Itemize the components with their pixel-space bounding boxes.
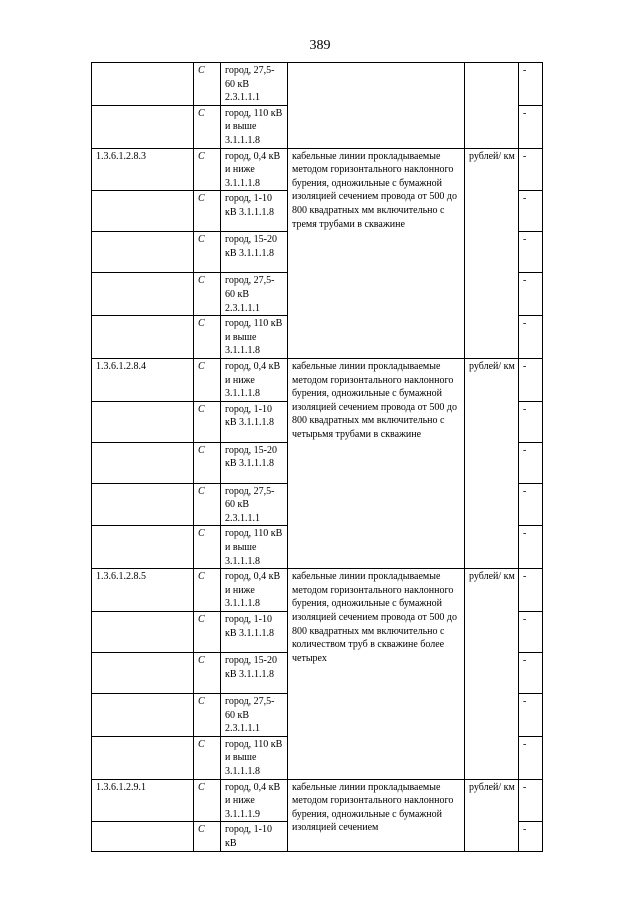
row-unit-cell <box>465 63 519 149</box>
row-unit-cell: рублей/ км <box>465 569 519 779</box>
row-zone-cell: город, 1-10 кВ 3.1.1.1.8 <box>221 612 288 653</box>
row-value-cell: - <box>519 273 543 316</box>
row-code-cell: 1.3.6.1.2.8.5 <box>92 569 194 612</box>
row-value-cell: - <box>519 105 543 148</box>
row-description-cell: кабельные линии прокладываемые методом горизонтального наклонного бурения, одножильные с бумажной изоляцией сечением провода от 500 до 800 квадратных мм включительно с количеством труб в скважине более четырех <box>288 569 465 779</box>
row-zone-cell: город, 110 кВ и выше 3.1.1.1.8 <box>221 736 288 779</box>
row-value-cell: - <box>519 694 543 737</box>
row-value-cell: - <box>519 653 543 694</box>
row-unit-cell: рублей/ км <box>465 358 519 568</box>
row-zone-cell: город, 1-10 кВ <box>221 822 288 851</box>
row-value-cell: - <box>519 316 543 359</box>
row-zone-cell: город, 0,4 кВ и ниже 3.1.1.1.8 <box>221 358 288 401</box>
row-category-cell: С <box>194 232 221 273</box>
row-zone-cell: город, 27,5-60 кВ 2.3.1.1.1 <box>221 63 288 106</box>
row-value-cell: - <box>519 63 543 106</box>
row-zone-cell: город, 27,5-60 кВ 2.3.1.1.1 <box>221 483 288 526</box>
tariff-table <box>91 62 543 852</box>
row-category-cell: С <box>194 316 221 359</box>
row-description-cell <box>288 63 465 149</box>
row-category-cell: С <box>194 526 221 569</box>
row-code-cell <box>92 105 194 148</box>
row-value-cell: - <box>519 612 543 653</box>
row-category-cell: С <box>194 358 221 401</box>
row-value-cell: - <box>519 736 543 779</box>
row-category-cell: С <box>194 191 221 232</box>
tariff-table-body <box>92 63 543 852</box>
row-code-cell <box>92 653 194 694</box>
row-zone-cell: город, 110 кВ и выше 3.1.1.1.8 <box>221 316 288 359</box>
row-code-cell <box>92 736 194 779</box>
row-zone-cell: город, 15-20 кВ 3.1.1.1.8 <box>221 653 288 694</box>
row-zone-cell: город, 1-10 кВ 3.1.1.1.8 <box>221 401 288 442</box>
row-zone-cell: город, 1-10 кВ 3.1.1.1.8 <box>221 191 288 232</box>
row-value-cell: - <box>519 232 543 273</box>
row-code-cell <box>92 694 194 737</box>
row-zone-cell: город, 27,5-60 кВ 2.3.1.1.1 <box>221 273 288 316</box>
row-category-cell: С <box>194 822 221 851</box>
row-code-cell: 1.3.6.1.2.8.3 <box>92 148 194 191</box>
row-value-cell: - <box>519 569 543 612</box>
row-value-cell: - <box>519 148 543 191</box>
row-category-cell: С <box>194 612 221 653</box>
row-description-cell: кабельные линии прокладываемые методом горизонтального наклонного бурения, одножильные с бумажной изоляцией сечением провода от 500 до 800 квадратных мм включительно с тремя трубами в скважине <box>288 148 465 358</box>
row-value-cell: - <box>519 191 543 232</box>
row-description-cell: кабельные линии прокладываемые методом горизонтального наклонного бурения, одножильные с бумажной изоляцией сечением <box>288 779 465 851</box>
row-code-cell <box>92 526 194 569</box>
page-number: 389 <box>309 38 331 53</box>
row-value-cell: - <box>519 822 543 851</box>
table-row <box>92 63 543 106</box>
row-code-cell <box>92 483 194 526</box>
row-category-cell: С <box>194 148 221 191</box>
row-code-cell <box>92 401 194 442</box>
row-category-cell: С <box>194 63 221 106</box>
row-zone-cell: город, 0,4 кВ и ниже 3.1.1.1.8 <box>221 148 288 191</box>
row-category-cell: С <box>194 442 221 483</box>
row-category-cell: С <box>194 105 221 148</box>
row-zone-cell: город, 0,4 кВ и ниже 3.1.1.1.8 <box>221 569 288 612</box>
row-code-cell <box>92 273 194 316</box>
row-category-cell: С <box>194 694 221 737</box>
row-value-cell: - <box>519 483 543 526</box>
row-zone-cell: город, 15-20 кВ 3.1.1.1.8 <box>221 442 288 483</box>
row-zone-cell: город, 15-20 кВ 3.1.1.1.8 <box>221 232 288 273</box>
row-value-cell: - <box>519 401 543 442</box>
row-value-cell: - <box>519 442 543 483</box>
table-row <box>92 358 543 401</box>
row-category-cell: С <box>194 736 221 779</box>
row-value-cell: - <box>519 779 543 822</box>
row-category-cell: С <box>194 401 221 442</box>
row-zone-cell: город, 110 кВ и выше 3.1.1.1.8 <box>221 526 288 569</box>
row-value-cell: - <box>519 526 543 569</box>
row-description-cell: кабельные линии прокладываемые методом горизонтального наклонного бурения, одножильные с бумажной изоляцией сечением провода от 500 до 800 квадратных мм включительно с четырьмя трубами в скважине <box>288 358 465 568</box>
row-category-cell: С <box>194 273 221 316</box>
row-code-cell: 1.3.6.1.2.9.1 <box>92 779 194 822</box>
row-category-cell: С <box>194 483 221 526</box>
row-category-cell: С <box>194 653 221 694</box>
row-code-cell <box>92 442 194 483</box>
row-code-cell <box>92 822 194 851</box>
row-code-cell <box>92 232 194 273</box>
row-code-cell <box>92 612 194 653</box>
row-zone-cell: город, 27,5-60 кВ 2.3.1.1.1 <box>221 694 288 737</box>
row-category-cell: С <box>194 569 221 612</box>
row-zone-cell: город, 110 кВ и выше 3.1.1.1.8 <box>221 105 288 148</box>
table-row <box>92 148 543 191</box>
table-row <box>92 779 543 822</box>
row-unit-cell: рублей/ км <box>465 148 519 358</box>
row-code-cell <box>92 63 194 106</box>
row-code-cell <box>92 316 194 359</box>
table-row <box>92 569 543 612</box>
row-code-cell <box>92 191 194 232</box>
row-zone-cell: город, 0,4 кВ и ниже 3.1.1.1.9 <box>221 779 288 822</box>
row-unit-cell: рублей/ км <box>465 779 519 851</box>
row-code-cell: 1.3.6.1.2.8.4 <box>92 358 194 401</box>
row-value-cell: - <box>519 358 543 401</box>
row-category-cell: С <box>194 779 221 822</box>
